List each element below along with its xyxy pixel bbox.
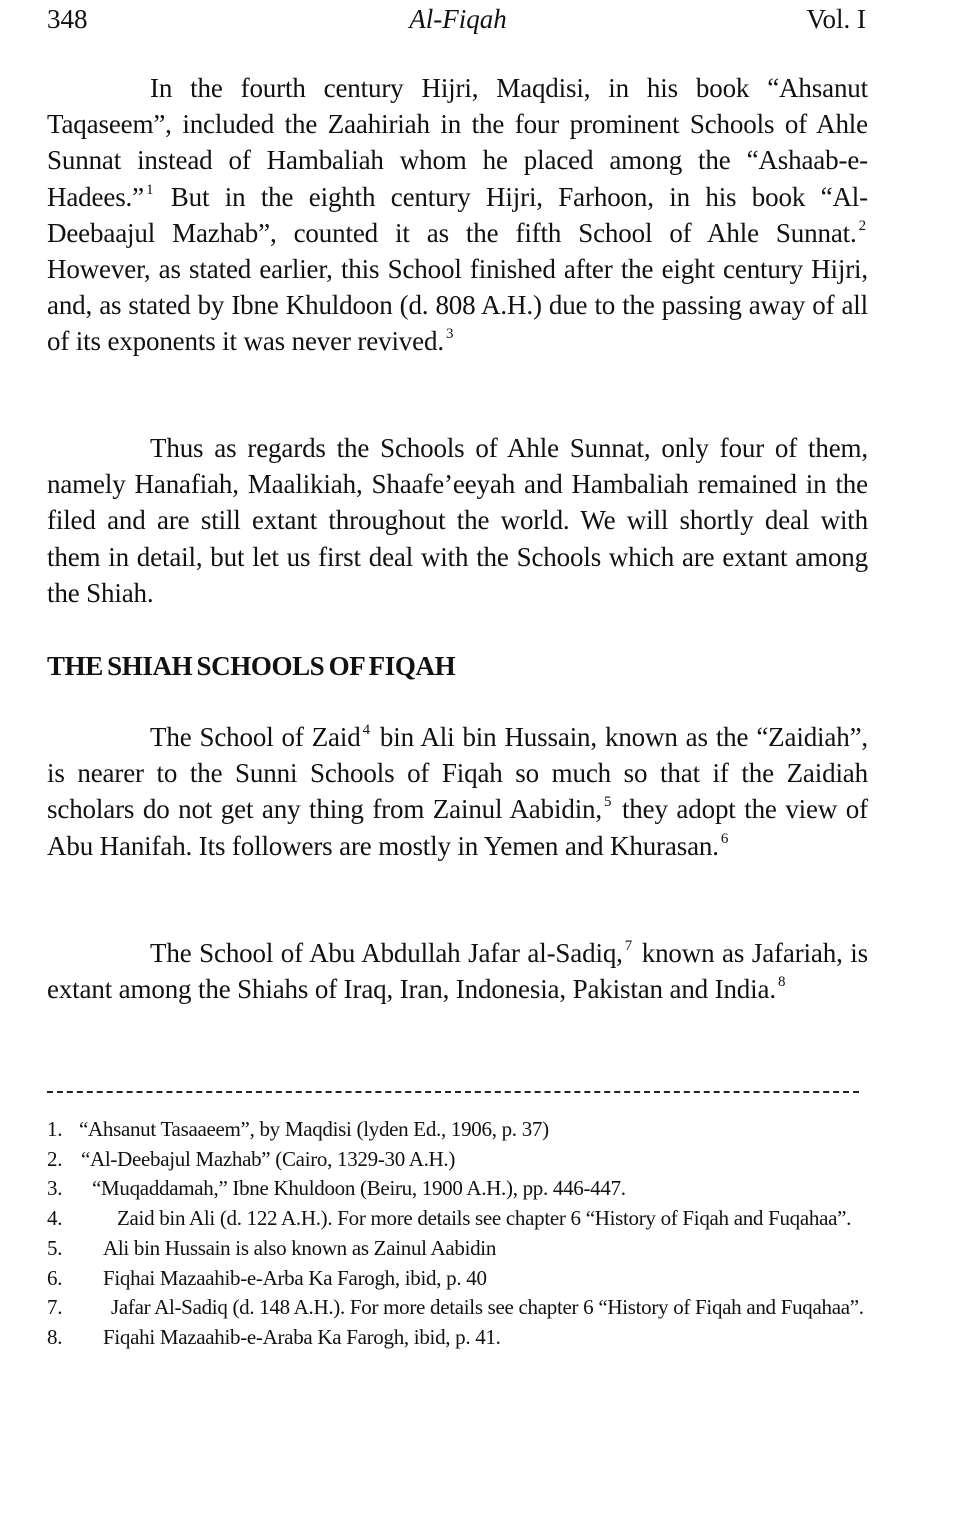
footnote-item: [47, 1264, 872, 1294]
footnote-number: 7.: [47, 1295, 63, 1320]
running-header: [47, 2, 869, 36]
paragraph-text: Thus as regards the Schools of Ahle Sunnat, only four of them, namely Hanafiah, Maalikiah, Shaafe’eeyah and Hambaliah remained in the filed and are still extant throughout the world. We will shortly deal with them in detail, but let us first deal with the Schools which are extant among the Shiah.: [47, 433, 868, 608]
footnote-text: Ali bin Hussain is also known as Zainul Aabidin: [103, 1235, 497, 1260]
footnote-number: 2.: [47, 1146, 63, 1171]
footnote-item: [47, 1323, 872, 1353]
footnote-ref[interactable]: 1: [146, 181, 154, 198]
footnote-text: “Al-Deebajul Mazhab” (Cairo, 1329-30 A.H.): [81, 1146, 456, 1171]
footnote-number: 6.: [47, 1265, 63, 1290]
paragraph-text: But in the eighth century Hijri, Farhoon, in his book “Al-Deebaajul Mazhab”, counted it as the fifth School of Ahle Sunnat.: [47, 181, 868, 248]
paragraph-text: The School of Abu Abdullah Jafar al-Sadiq,: [150, 938, 623, 968]
book-title: Al-Fiqah: [409, 4, 507, 34]
footnote-ref[interactable]: 8: [777, 974, 786, 991]
footnote-text: Fiqhai Mazaahib-e-Arba Ka Farogh, ibid, p. 40: [103, 1265, 487, 1290]
paragraph-four-schools: [47, 430, 868, 611]
footnote-number: 3.: [47, 1176, 63, 1201]
paragraph-text: However, as stated earlier, this School finished after the eight century Hijri, and, as stated by Ibne Khuldoon (d. 808 A.H.) due to the passing away of all of its exponents it was never revived.: [47, 254, 868, 357]
section-heading: THE SHIAH SCHOOLS OF FIQAH: [47, 651, 456, 681]
paragraph-jafariah: [47, 935, 868, 1007]
footnote-number: 5.: [47, 1235, 63, 1260]
footnote-text: “Muqaddamah,” Ibne Khuldoon (Beiru, 1900 A.H.), pp. 446-447.: [92, 1176, 626, 1201]
footnote-separator: [47, 1091, 859, 1093]
footnote-ref[interactable]: 5: [604, 794, 612, 811]
footnote-item: [47, 1293, 872, 1323]
footnotes-list: [47, 1115, 872, 1353]
footnote-text: “Ahsanut Tasaaeem”, by Maqdisi (lyden Ed., 1906, p. 37): [79, 1117, 549, 1141]
footnote-item: [47, 1115, 872, 1145]
volume-label: Vol. I: [806, 4, 866, 34]
footnote-number: 4.: [47, 1206, 63, 1231]
paragraph-text: known as Jafariah, is extant among the Shiahs of Iraq, Iran, Indonesia, Pakistan and India.: [47, 938, 868, 1005]
paragraph-text: The School of Zaid: [150, 722, 361, 752]
footnote-ref[interactable]: 6: [720, 830, 729, 847]
footnote-ref[interactable]: 2: [858, 217, 866, 234]
paragraph-text: bin Ali bin Hussain, known as the “Zaidiah”, is nearer to the Sunni Schools of Fiqah so much so that if the Zaidiah scholars do not get any thing from Zainul Aabidin,: [47, 722, 869, 825]
footnote-number: 8.: [47, 1324, 63, 1349]
footnote-ref[interactable]: 4: [362, 722, 370, 738]
footnote-text: Jafar Al-Sadiq (d. 148 A.H.). For more details see chapter 6 “History of Fiqah and Fuqahaa”.: [111, 1295, 864, 1320]
footnote-item: [47, 1145, 872, 1175]
paragraph-text: they adopt the view of Abu Hanifah. Its followers are mostly in Yemen and Khurasan.: [47, 794, 868, 861]
footnote-item: [47, 1174, 872, 1204]
footnote-ref[interactable]: 7: [624, 938, 633, 954]
page-number: 348: [47, 4, 88, 34]
footnote-ref[interactable]: 3: [445, 326, 454, 343]
paragraph-zaahiriah: [47, 70, 868, 360]
paragraph-zaidiah: [47, 719, 868, 864]
footnote-text: Fiqahi Mazaahib-e-Araba Ka Farogh, ibid, p. 41.: [103, 1324, 501, 1349]
footnote-item: [47, 1234, 872, 1264]
footnote-number: 1.: [47, 1117, 63, 1141]
paragraph-text: In the fourth century Hijri, Maqdisi, in his book “Ahsanut Taqaseem”, included the Zaahiriah in the four prominent Schools of Ahle Sunnat instead of Hambaliah whom he placed among the “Ashaab-e-Hadees.”: [47, 73, 868, 212]
footnote-text: Zaid bin Ali (d. 122 A.H.). For more details see chapter 6 “History of Fiqah and Fuqahaa”.: [117, 1206, 852, 1231]
footnote-item: [47, 1204, 872, 1234]
